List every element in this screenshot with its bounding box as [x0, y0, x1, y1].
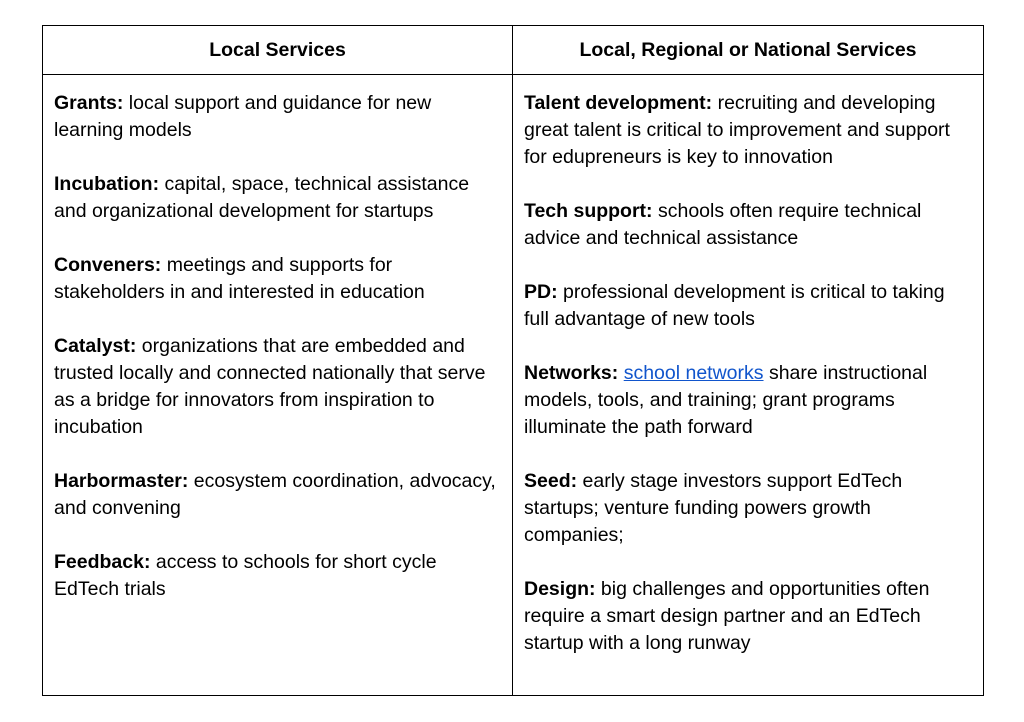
service-entry-talent-development: [524, 90, 972, 171]
service-name: Feedback:: [54, 551, 151, 573]
service-name: Conveners:: [54, 254, 162, 276]
header-local-services: Local Services: [43, 26, 513, 75]
service-description: schools often require technical advice and technical assistance: [524, 200, 922, 249]
service-description: access to schools for short cycle EdTech trials: [54, 551, 437, 600]
table-header-row: [43, 26, 984, 75]
services-table: [42, 25, 984, 696]
service-description: recruiting and developing great talent is critical to improvement and support for edupreneurs is key to innovation: [524, 92, 950, 168]
service-entry-feedback: [54, 549, 501, 603]
service-entry-conveners: [54, 252, 501, 306]
service-entry-harbormaster: [54, 468, 501, 522]
service-description: professional development is critical to taking full advantage of new tools: [524, 281, 945, 330]
service-entry-grants: [54, 90, 501, 144]
service-name: Seed:: [524, 470, 578, 492]
header-regional-services: Local, Regional or National Services: [513, 26, 984, 75]
service-description: organizations that are embedded and trusted locally and connected nationally that serve as a bridge for innovators from inspiration to incubation: [54, 335, 486, 438]
service-entry-catalyst: [54, 333, 501, 441]
service-entry-networks: [524, 360, 972, 441]
service-name: Networks:: [524, 362, 619, 384]
service-name: PD:: [524, 281, 558, 303]
regional-services-cell: [513, 75, 984, 696]
service-entry-design: [524, 576, 972, 657]
service-entry-pd: [524, 279, 972, 333]
service-entry-seed: [524, 468, 972, 549]
service-name: Harbormaster:: [54, 470, 189, 492]
service-name: Talent development:: [524, 92, 713, 114]
service-description: share instructional models, tools, and training; grant programs illuminate the path forward: [524, 362, 928, 438]
table-body-row: [43, 75, 984, 696]
service-entry-tech-support: [524, 198, 972, 252]
service-description: big challenges and opportunities often require a smart design partner and an EdTech startup with a long runway: [524, 578, 930, 654]
service-description: local support and guidance for new learning models: [54, 92, 432, 141]
service-entry-incubation: [54, 171, 501, 225]
service-description: meetings and supports for stakeholders in and interested in education: [54, 254, 425, 303]
service-description: capital, space, technical assistance and organizational development for startups: [54, 173, 470, 222]
local-services-cell: [43, 75, 513, 696]
service-name: Tech support:: [524, 200, 653, 222]
service-description: ecosystem coordination, advocacy, and convening: [54, 470, 496, 519]
service-name: Catalyst:: [54, 335, 137, 357]
service-name: Design:: [524, 578, 596, 600]
service-name: Incubation:: [54, 173, 160, 195]
service-description: early stage investors support EdTech startups; venture funding powers growth companies;: [524, 470, 903, 546]
school-networks-link[interactable]: school networks: [623, 362, 764, 384]
service-name: Grants:: [54, 92, 124, 114]
